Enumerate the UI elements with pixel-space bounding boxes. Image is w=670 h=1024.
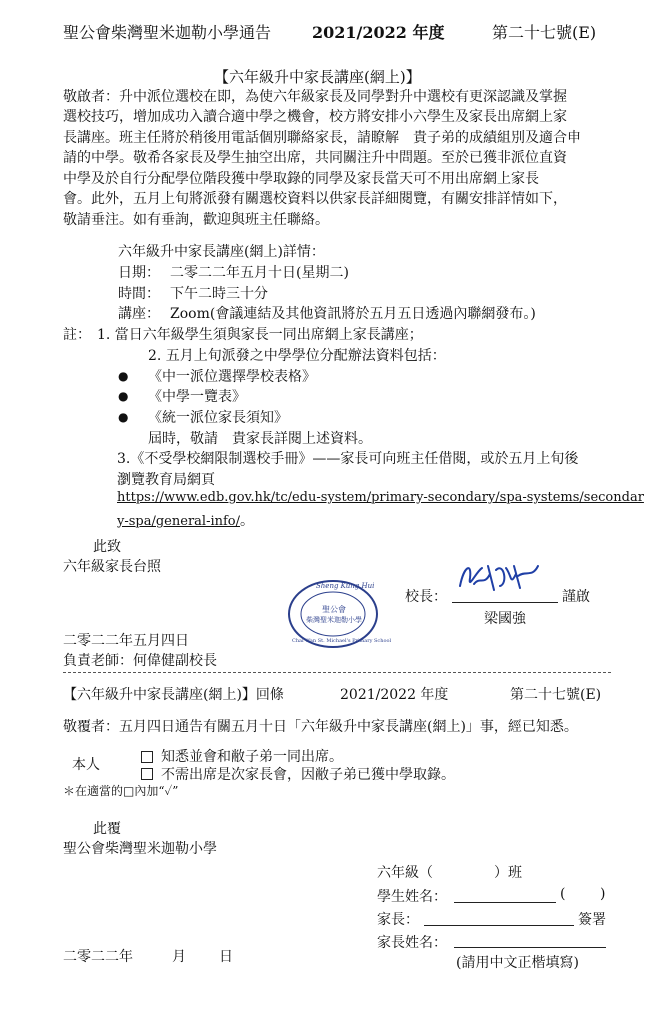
bullet-icon: ● — [118, 389, 129, 403]
time-value: 下午二時三十分 — [170, 286, 268, 302]
option1-label: 知悉並會和敝子弟一同出席。 — [161, 749, 343, 765]
notes-label: 註： — [63, 327, 91, 343]
seal-top-text: Sheng Kung Hui — [316, 582, 375, 590]
school-seal — [286, 578, 392, 650]
edb-link-tail[interactable]: y-spa/general-info/ — [117, 514, 241, 529]
qi: 謹啟 — [562, 589, 590, 605]
parent-label: 家長： — [377, 912, 419, 928]
reply-text: 敬覆者：五月四日通告有關五月十日「六年級升中家長講座(網上)」事，經已知悉。 — [63, 719, 578, 735]
note-3: 3.《不受學校網限制選校手冊》——家長可向班主任借閱，或於五月上旬後 — [117, 451, 579, 467]
tick-note: ＊在適當的□內加“✓” — [63, 784, 179, 798]
slip-date-year: 二零二二年 — [63, 949, 133, 965]
url-period: 。 — [240, 513, 255, 529]
class-suffix: ）班 — [494, 865, 522, 881]
ci-zhi: 此致 — [93, 539, 121, 555]
slip-year: 2021/2022 年度 — [340, 687, 449, 703]
student-name-field[interactable] — [454, 902, 556, 903]
class-no-close: ) — [600, 886, 606, 902]
principal-label: 校長： — [405, 589, 447, 605]
note-1: 1. 當日六年級學生須與家長一同出席網上家長講座； — [97, 327, 423, 343]
parent-name-field[interactable] — [454, 947, 606, 948]
seal-side-text: Chai Wan St. Michael's Primary School — [292, 638, 392, 644]
slip-school: 聖公會柴灣聖米迦勒小學 — [63, 841, 217, 857]
date-value: 二零二二年五月十日(星期二) — [170, 265, 349, 281]
option2-checkbox[interactable] — [141, 768, 153, 780]
class-prefix: 六年級（ — [377, 865, 433, 881]
school-year: 2021/2022 年度 — [312, 23, 445, 42]
class-field[interactable] — [446, 860, 492, 878]
ci-fu: 此覆 — [93, 821, 121, 837]
paragraph-line: 中學及於自行分配學位階段獲中學取錄的同學及家長當天可不用出席網上家長 — [63, 171, 539, 187]
slip-date-month: 月 — [172, 949, 186, 965]
cut-line — [63, 672, 611, 673]
details-heading: 六年級升中家長講座(網上)詳情： — [118, 244, 325, 260]
bullet-icon: ● — [118, 369, 129, 383]
list-item: 《中學一覽表》 — [148, 389, 246, 405]
paragraph-line: 敬啟者：升中派位選校在即，為使六年級家長及同學對升中選校有更深認識及掌握 — [63, 89, 567, 105]
parent-name-label: 家長姓名： — [377, 935, 447, 951]
paragraph-line: 請的中學。敬希各家長及學生抽空出席，共同關注升中問題。至於已獲非派位直資 — [63, 150, 567, 166]
edb-link[interactable]: https://www.edb.gov.hk/tc/edu-system/primary-secondary/spa-systems/secondar — [117, 490, 644, 505]
time-label: 時間： — [118, 286, 160, 302]
option2-label: 不需出席是次家長會，因敝子弟已獲中學取錄。 — [161, 767, 455, 783]
principal-sign-line — [452, 602, 558, 603]
school-notice-title: 聖公會柴灣聖米迦勒小學通告 — [63, 23, 272, 42]
seal-center-line2: 柴灣聖米迦勒小學 — [306, 616, 362, 624]
sign-label: 簽署 — [578, 912, 606, 928]
note-2: 2. 五月上旬派發之中學學位分配辦法資料包括： — [148, 348, 446, 364]
notice-title: 【六年級升中家長講座(網上)】 — [214, 68, 421, 86]
notice-date: 二零二二年五月四日 — [63, 633, 189, 649]
slip-notice-number: 第二十七號(E) — [510, 687, 602, 703]
slip-date-day: 日 — [219, 949, 233, 965]
note-2-tail: 屆時，敬請 貴家長詳閱上述資料。 — [148, 431, 372, 447]
ben-ren: 本人 — [72, 757, 100, 773]
class-no-open: ( — [560, 886, 566, 902]
list-item: 《中一派位選擇學校表格》 — [148, 369, 316, 385]
edb-link-cont — [117, 510, 254, 530]
paragraph-line: 會。此外，五月上旬將派發有關選校資料以供家長詳細閱覽，有關安排詳情如下， — [63, 191, 567, 207]
addressee: 六年級家長台照 — [63, 559, 161, 575]
note-3-cont: 瀏覽教育局網頁 — [117, 472, 215, 488]
bullet-icon: ● — [118, 410, 129, 424]
paragraph-line: 選校技巧，增加成功入讀合適中學之機會，校方將安排小六學生及家長出席網上家 — [63, 109, 567, 125]
venue-label: 講座： — [118, 306, 160, 322]
slip-title: 【六年級升中家長講座(網上)】回條 — [63, 687, 284, 703]
parent-sign-field[interactable] — [424, 925, 574, 926]
venue-value: Zoom(會議連結及其他資訊將於五月五日透過內聯網發布。) — [170, 306, 536, 322]
fill-note: (請用中文正楷填寫) — [456, 955, 579, 971]
date-label: 日期： — [118, 265, 160, 281]
teacher-in-charge: 負責老師：何偉健副校長 — [63, 653, 217, 669]
principal-signature — [450, 556, 550, 600]
paragraph-line: 長講座。班主任將於稍後用電話個別聯絡家長，請瞭解 貴子弟的成績組別及適合申 — [63, 130, 581, 146]
option1-checkbox[interactable] — [141, 751, 153, 763]
list-item: 《統一派位家長須知》 — [148, 410, 288, 426]
paragraph-line: 敬請垂注。如有垂詢，歡迎與班主任聯絡。 — [63, 212, 329, 228]
seal-center-line1: 聖公會 — [322, 605, 346, 614]
notice-number: 第二十七號(E) — [492, 23, 597, 42]
principal-name: 梁國強 — [484, 611, 526, 627]
student-name-label: 學生姓名： — [377, 889, 447, 905]
